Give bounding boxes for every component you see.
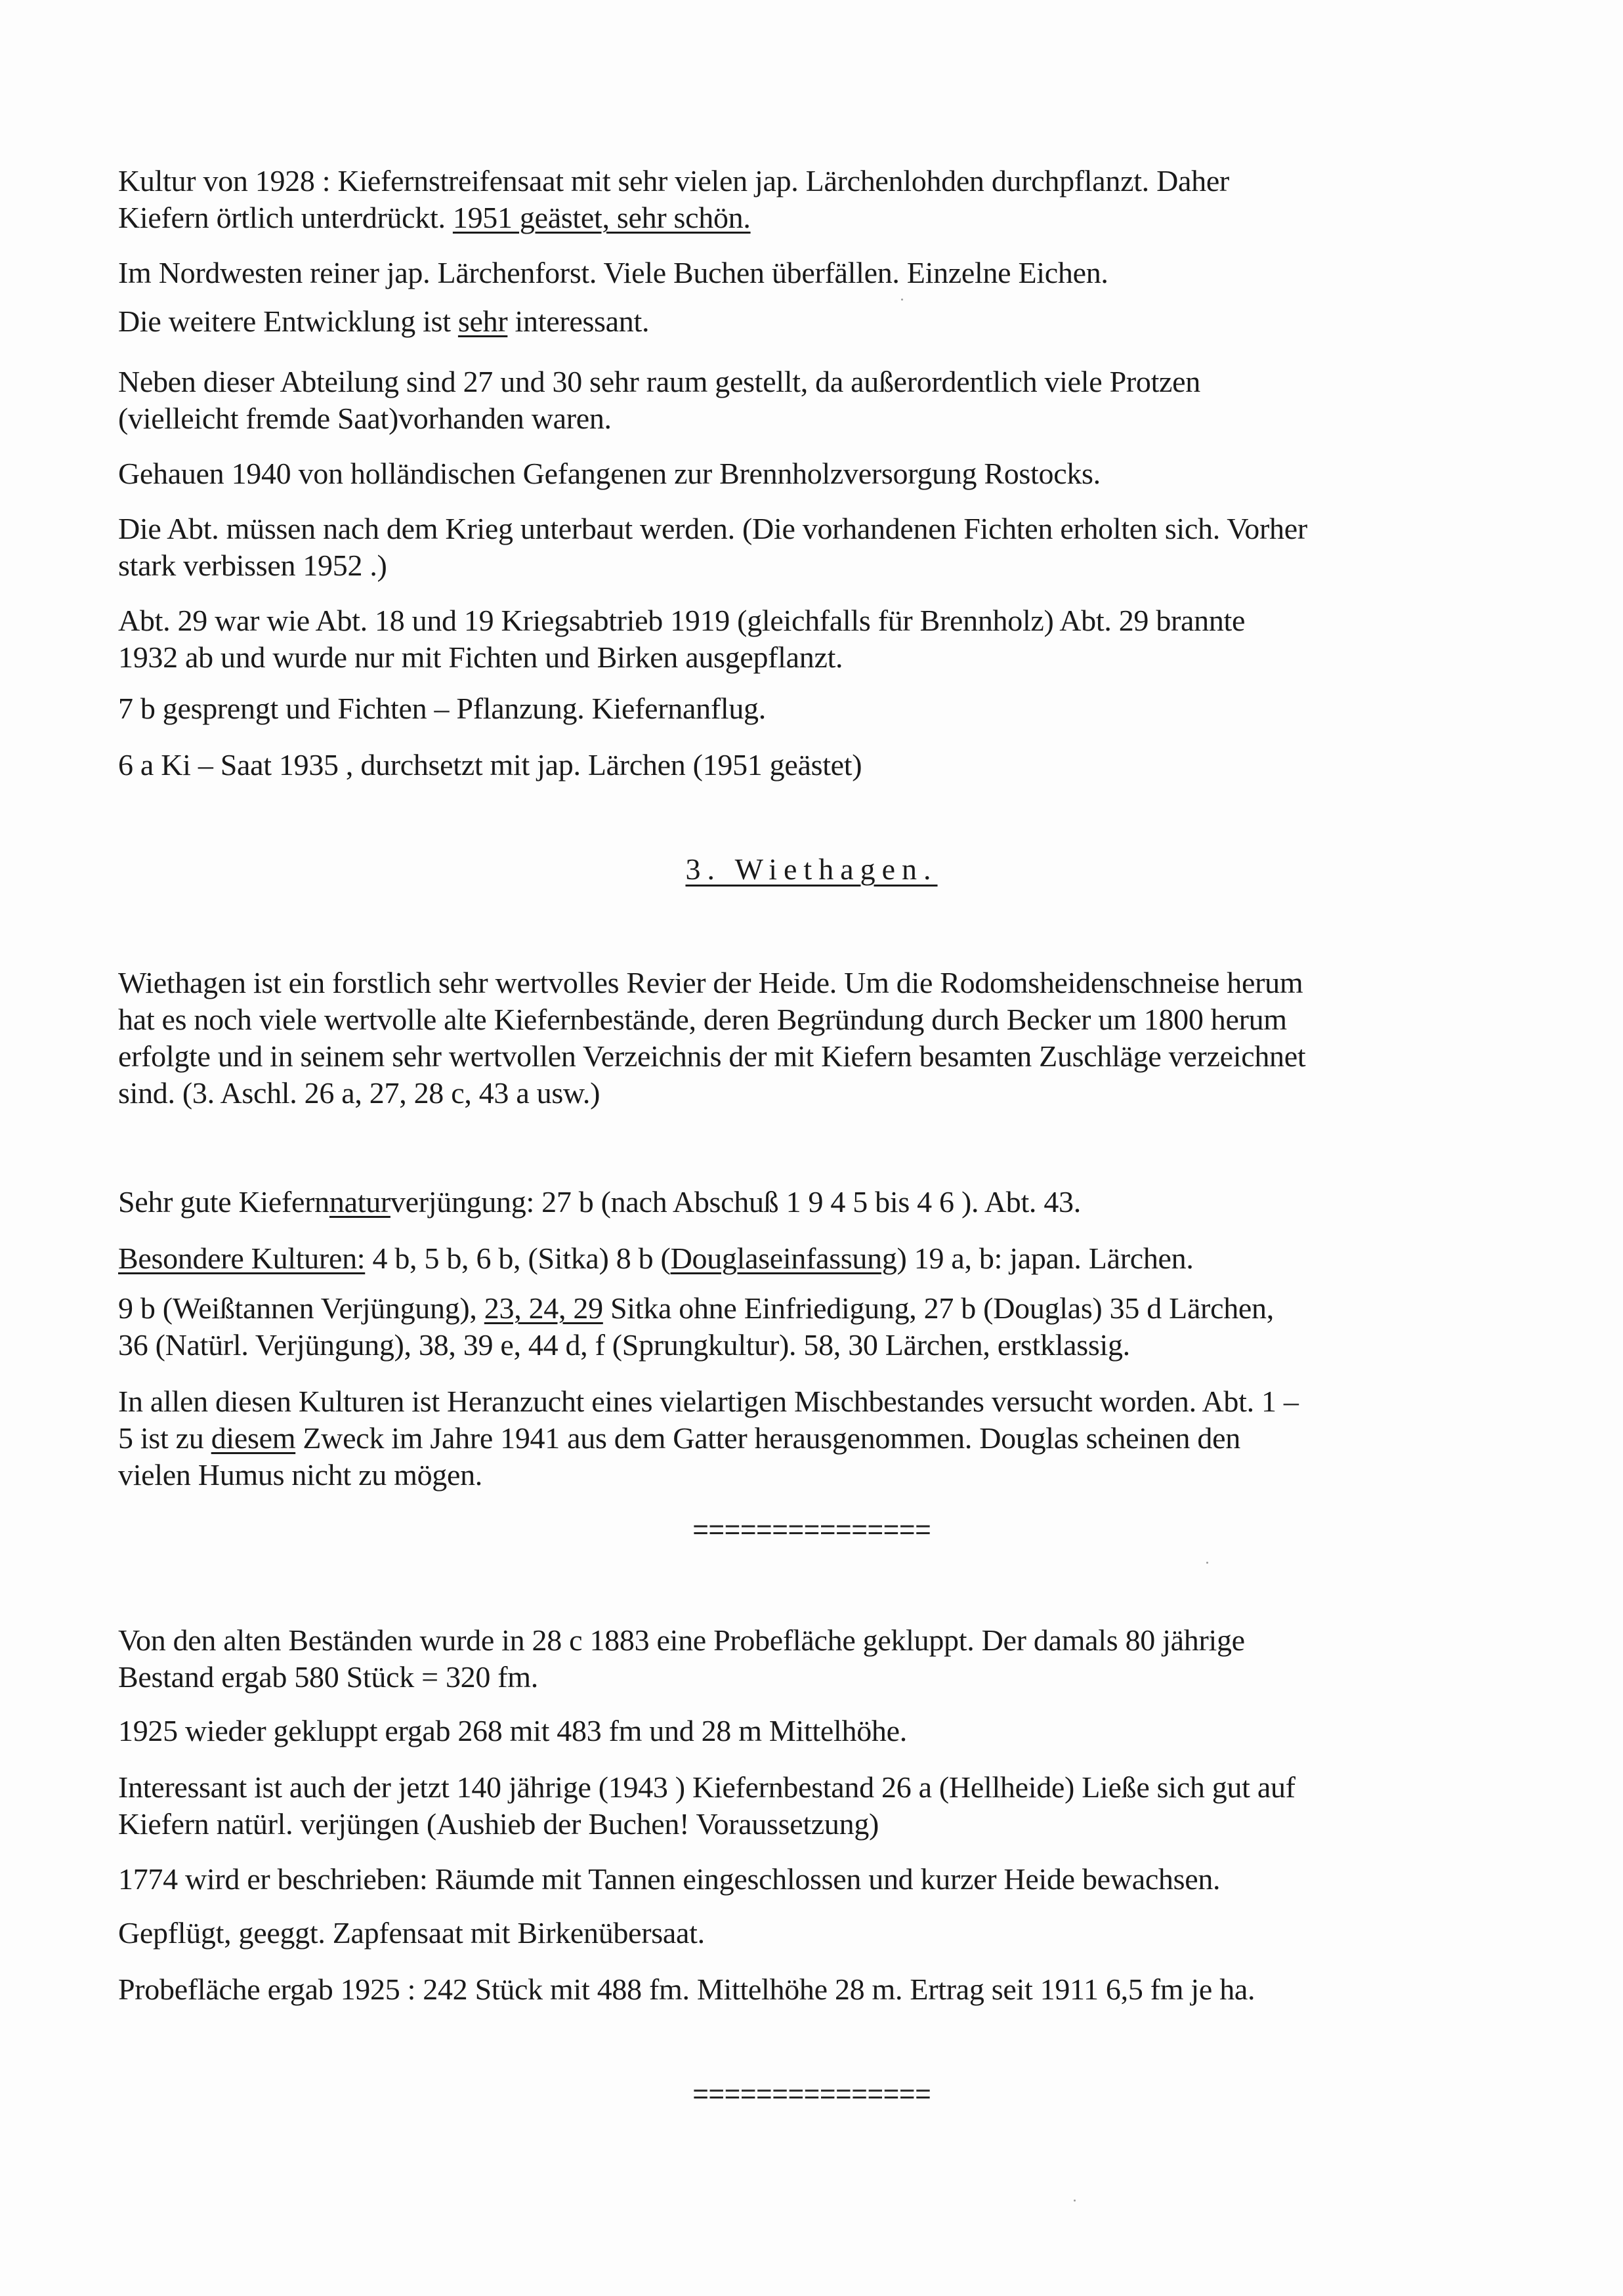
text-line xyxy=(118,1806,1296,1843)
paragraph-naturverjuengung xyxy=(118,1184,1081,1221)
paragraph-1774 xyxy=(118,1861,1220,1898)
paragraph-9b xyxy=(118,1290,1274,1364)
text-line xyxy=(118,1420,1299,1457)
text-line xyxy=(118,1184,1081,1221)
paragraph-alte-bestaende xyxy=(118,1622,1245,1696)
text-line xyxy=(118,1290,1274,1327)
text-run: Sitka ohne Einfriedigung, 27 b (Douglas) 35 d Lärchen, xyxy=(602,1291,1274,1325)
text-run: 6 a Ki – Saat 1935 , durchsetzt mit jap. Lärchen (1951 geästet) xyxy=(118,748,862,782)
underlined-text: Besondere Kulturen: xyxy=(118,1242,366,1275)
text-line xyxy=(118,690,766,727)
text-run: Zweck im Jahre 1941 aus dem Gatter herausgenommen. Douglas scheinen den xyxy=(295,1421,1240,1455)
text-run: stark verbissen 1952 .) xyxy=(118,549,387,582)
text-run: sind. (3. Aschl. 26 a, 27, 28 c, 43 a usw.) xyxy=(118,1076,601,1110)
text-line xyxy=(118,965,1305,1001)
text-line xyxy=(118,1713,907,1749)
section-heading-text: 3. Wiethagen. xyxy=(685,852,938,886)
text-run: interessant. xyxy=(507,304,650,338)
text-run: Interessant ist auch der jetzt 140 jährige (1943 ) Kiefernbestand 26 a (Hellheide) Ließe sich gut auf xyxy=(118,1770,1296,1804)
text-line xyxy=(118,511,1307,547)
text-run: Neben dieser Abteilung sind 27 und 30 sehr raum gestellt, da außerordentlich viele Protzen xyxy=(118,365,1200,398)
text-line xyxy=(118,1038,1305,1075)
text-line xyxy=(118,1971,1255,2008)
text-line xyxy=(118,455,1101,492)
text-run: Wiethagen ist ein forstlich sehr wertvolles Revier der Heide. Um die Rodomsheidenschneise herum xyxy=(118,966,1303,999)
text-run: Im Nordwesten reiner jap. Lärchenforst. Viele Buchen überfällen. Einzelne Eichen. xyxy=(118,256,1108,289)
paragraph-gehauen-1940 xyxy=(118,455,1101,492)
text-run: Probefläche ergab 1925 : 242 Stück mit 488 fm. Mittelhöhe 28 m. Ertrag seit 1911 6,5 fm je ha. xyxy=(118,1972,1255,2006)
text-line xyxy=(118,747,862,783)
text-run: 1925 wieder gekluppt ergab 268 mit 483 fm und 28 m Mittelhöhe. xyxy=(118,1714,907,1747)
underlined-text: 23, 24, 29 xyxy=(484,1291,603,1325)
separator-line: =============== xyxy=(692,1516,931,1547)
paragraph-140-jaehrig xyxy=(118,1769,1296,1843)
paragraph-mischbestand xyxy=(118,1383,1299,1493)
text-run: vielen Humus nicht zu mögen. xyxy=(118,1458,482,1492)
text-line xyxy=(118,1001,1305,1038)
text-line xyxy=(118,163,1229,199)
text-line xyxy=(118,1861,1220,1898)
underlined-text: diesem xyxy=(211,1421,296,1455)
text-line xyxy=(118,1915,705,1952)
text-run: ) 19 a, b: japan. Lärchen. xyxy=(896,1242,1194,1275)
underlined-text: natur xyxy=(329,1185,390,1219)
underlined-text: sehr xyxy=(457,304,508,338)
text-line xyxy=(118,1075,1305,1112)
text-run: 36 (Natürl. Verjüngung), 38, 39 e, 44 d, f (Sprungkultur). 58, 30 Lärchen, erstklassig. xyxy=(118,1328,1130,1362)
text-run: Sehr gute Kiefern xyxy=(118,1185,329,1219)
text-line xyxy=(118,199,1229,236)
section-heading xyxy=(0,852,1623,887)
text-run: In allen diesen Kulturen ist Heranzucht eines vielartigen Mischbestandes versucht worden. Abt. 1 – xyxy=(118,1385,1299,1418)
paragraph-abt-29 xyxy=(118,602,1245,676)
paragraph-1925-gekluppt xyxy=(118,1713,907,1749)
text-line xyxy=(118,547,1307,584)
paragraph-wiethagen-intro xyxy=(118,965,1305,1112)
text-line xyxy=(118,1659,1245,1696)
text-line xyxy=(118,303,649,340)
paragraph-neben-abteilung xyxy=(118,364,1200,437)
text-run: Die Abt. müssen nach dem Krieg unterbaut werden. (Die vorhandenen Fichten erholten sich. Vorher xyxy=(118,512,1307,545)
text-line xyxy=(118,1769,1296,1806)
text-line xyxy=(118,639,1245,676)
paragraph-probeflaeche-1925 xyxy=(118,1971,1255,2008)
paragraph-besondere-kulturen xyxy=(118,1240,1194,1277)
text-line xyxy=(118,1622,1245,1659)
paragraph-gepfluegt xyxy=(118,1915,705,1952)
text-run: Von den alten Beständen wurde in 28 c 1883 eine Probefläche gekluppt. Der damals 80 jährige xyxy=(118,1623,1245,1657)
text-run: 1932 ab und wurde nur mit Fichten und Birken ausgepflanzt. xyxy=(118,640,843,674)
text-run: Gehauen 1940 von holländischen Gefangenen zur Brennholzversorgung Rostocks. xyxy=(118,457,1101,490)
underlined-text: 1951 geästet, sehr schön. xyxy=(452,201,751,234)
paragraph-unterbau xyxy=(118,511,1307,584)
text-run: 9 b (Weißtannen Verjüngung), xyxy=(118,1291,484,1325)
text-run: Gepflügt, geeggt. Zapfensaat mit Birkenübersaat. xyxy=(118,1916,705,1950)
text-run: Die weitere Entwicklung ist xyxy=(118,304,458,338)
underlined-text: Douglaseinfassung xyxy=(670,1242,897,1275)
text-run: (vielleicht fremde Saat)vorhanden waren. xyxy=(118,402,612,435)
text-run: verjüngung: 27 b (nach Abschuß 1 9 4 5 bis 4 6 ). Abt. 43. xyxy=(390,1185,1081,1219)
text-line xyxy=(118,255,1108,291)
paragraph-6a xyxy=(118,747,862,783)
text-run: 7 b gesprengt und Fichten – Pflanzung. Kiefernanflug. xyxy=(118,692,766,725)
scan-speck xyxy=(901,299,903,301)
text-line xyxy=(118,1240,1194,1277)
text-line xyxy=(118,602,1245,639)
text-run: 1774 wird er beschrieben: Räumde mit Tannen eingeschlossen und kurzer Heide bewachsen. xyxy=(118,1862,1221,1896)
text-run: 5 ist zu xyxy=(118,1421,211,1455)
paragraph-nordwesten xyxy=(118,255,1108,291)
paragraph-7b xyxy=(118,690,766,727)
text-line xyxy=(118,364,1200,400)
text-line xyxy=(118,1383,1299,1420)
text-line xyxy=(118,400,1200,437)
text-run: Bestand ergab 580 Stück = 320 fm. xyxy=(118,1660,538,1694)
text-run: Kiefern örtlich unterdrückt. xyxy=(118,201,453,234)
separator-line: =============== xyxy=(692,2080,931,2112)
text-run: Abt. 29 war wie Abt. 18 und 19 Kriegsabtrieb 1919 (gleichfalls für Brennholz) Abt. 29 brannte xyxy=(118,604,1246,637)
text-run: Kultur von 1928 : Kiefernstreifensaat mit sehr vielen jap. Lärchenlohden durchpflanzt. Daher xyxy=(118,164,1229,198)
text-run: Kiefern natürl. verjüngen (Aushieb der Buchen! Voraussetzung) xyxy=(118,1807,879,1841)
scan-speck xyxy=(1074,2200,1076,2202)
text-run: 4 b, 5 b, 6 b, (Sitka) 8 b ( xyxy=(365,1242,671,1275)
scan-speck xyxy=(1206,1562,1208,1564)
text-run: erfolgte und in seinem sehr wertvollen Verzeichnis der mit Kiefern besamten Zuschläge verzeichnet xyxy=(118,1039,1306,1073)
text-run: hat es noch viele wertvolle alte Kiefernbestände, deren Begründung durch Becker um 1800 herum xyxy=(118,1003,1287,1036)
paragraph-kultur-1928 xyxy=(118,163,1229,236)
paragraph-entwicklung xyxy=(118,303,649,340)
text-line xyxy=(118,1457,1299,1493)
text-line xyxy=(118,1327,1274,1364)
